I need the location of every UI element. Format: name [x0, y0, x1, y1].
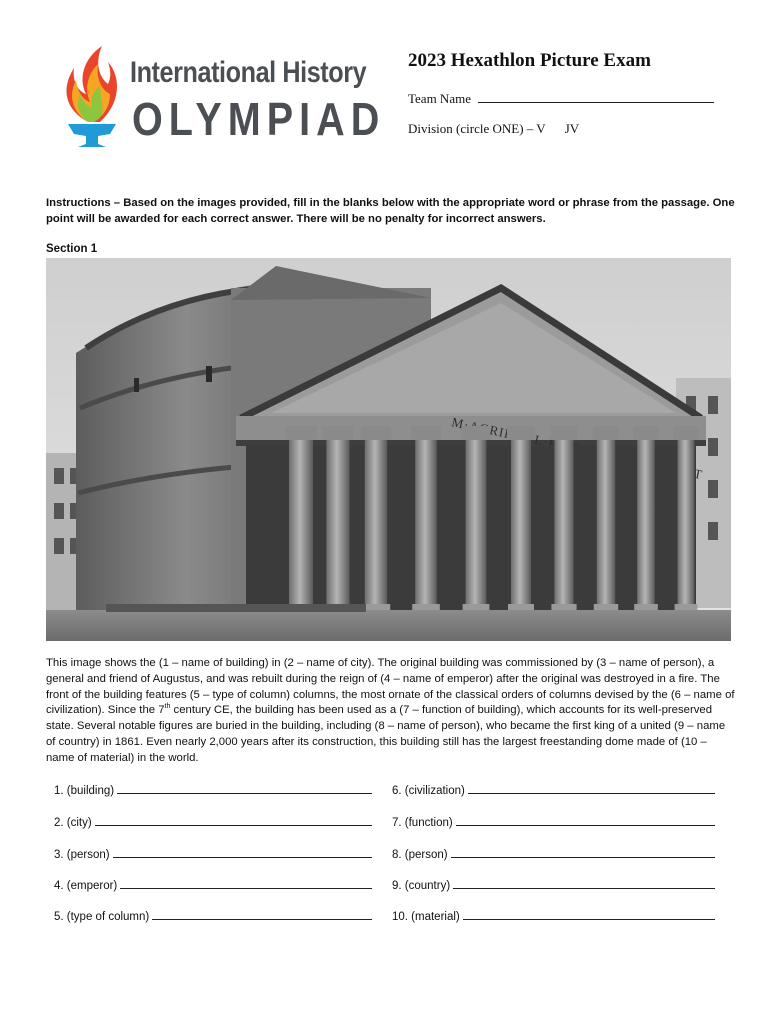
answer-blank[interactable] — [451, 847, 715, 858]
answer-row[interactable] — [392, 815, 715, 829]
answer-blank[interactable] — [456, 815, 715, 826]
instructions: Instructions – Based on the images provided, fill in the blanks below with the appropriate word or phrase from the passage. One point will be awarded for each correct answer. There will be no penalty for incorrect answers. — [46, 197, 735, 225]
portico-column — [554, 436, 573, 611]
division-field — [408, 121, 579, 137]
portico-column — [365, 436, 387, 611]
answer-row[interactable] — [392, 878, 715, 892]
portico-column — [289, 436, 313, 611]
column-capital — [507, 426, 535, 440]
section-label: Section 1 — [46, 243, 98, 255]
answer-label: 1. (building) — [54, 785, 115, 797]
portico-column — [466, 436, 487, 611]
passage-superscript: th — [164, 703, 171, 711]
answer-row[interactable] — [392, 909, 715, 923]
answer-row[interactable] — [54, 909, 372, 923]
exam-title: 2023 Hexathlon Picture Exam — [408, 50, 651, 71]
answer-row[interactable] — [392, 847, 715, 861]
olympiad-logo — [58, 44, 388, 149]
column-capital — [462, 426, 491, 440]
portico-column — [415, 436, 437, 611]
portico-column — [637, 436, 655, 611]
answer-blank[interactable] — [120, 878, 372, 889]
passage — [46, 656, 736, 767]
logo-text-line2: OLYMPIAD — [132, 93, 386, 145]
portico-column — [326, 436, 349, 611]
answer-blank[interactable] — [152, 909, 372, 920]
division-label: Division (circle ONE) – V — [408, 121, 546, 136]
passage-text-part2: century CE, the building has been used as a (7 – function of building), which accounts for its well-preserved state. Several notable figures are buried in the building, including (8 – name of person), who became the first king of a united (9 – name of country) in 1861. Even nearly 2,000 years after its construction, this building still has the largest freestanding dome made of (10 – name of material) in the world. — [46, 704, 726, 764]
answer-label: 10. (material) — [392, 911, 460, 923]
division-option-jv[interactable]: JV — [564, 121, 580, 136]
answer-label: 5. (type of column) — [54, 911, 150, 923]
column-capital — [285, 426, 317, 440]
answer-blank[interactable] — [113, 847, 372, 858]
answer-label: 3. (person) — [54, 849, 110, 861]
portico-column — [511, 436, 531, 611]
team-name-blank[interactable] — [478, 90, 714, 103]
answer-row[interactable] — [54, 847, 372, 861]
answer-label: 4. (emperor) — [54, 880, 118, 892]
answer-row[interactable] — [54, 878, 372, 892]
pantheon-photo — [46, 258, 731, 641]
column-capital — [361, 426, 391, 440]
answer-blank[interactable] — [468, 783, 715, 794]
team-name-label: Team Name — [408, 91, 471, 106]
answer-label: 6. (civilization) — [392, 785, 465, 797]
column-capital — [593, 426, 619, 440]
logo-text-line1: International History — [130, 56, 367, 89]
answer-row[interactable] — [392, 783, 715, 797]
answer-blank[interactable] — [463, 909, 715, 920]
team-name-field[interactable] — [408, 90, 714, 107]
answer-row[interactable] — [54, 815, 372, 829]
answer-label: 7. (function) — [392, 817, 453, 829]
passage-text-part1: This image shows the (1 – name of building) in (2 – name of city). The original building was commissioned by (3 – name of person), a general and friend of Augustus, and was rebuilt during the reign of (4 – name of emperor) after the original was destroyed in a fire. The front of the building features (5 – type of column) columns, the most ornate of the classical orders of columns devised by the (6 – name of civilization). Since the 7 — [46, 657, 735, 717]
answer-blank[interactable] — [117, 783, 372, 794]
answer-label: 9. (country) — [392, 880, 451, 892]
answer-blank[interactable] — [95, 815, 372, 826]
column-capital — [674, 426, 699, 440]
answer-row[interactable] — [54, 783, 372, 797]
portico-column — [597, 436, 615, 611]
answer-label: 2. (city) — [54, 817, 92, 829]
torch-icon — [58, 44, 128, 149]
column-capital — [550, 426, 577, 440]
column-capital — [322, 426, 353, 440]
answer-blank[interactable] — [453, 878, 715, 889]
portico-column — [678, 436, 695, 611]
column-capital — [633, 426, 659, 440]
answer-label: 8. (person) — [392, 849, 448, 861]
column-capital — [411, 426, 441, 440]
